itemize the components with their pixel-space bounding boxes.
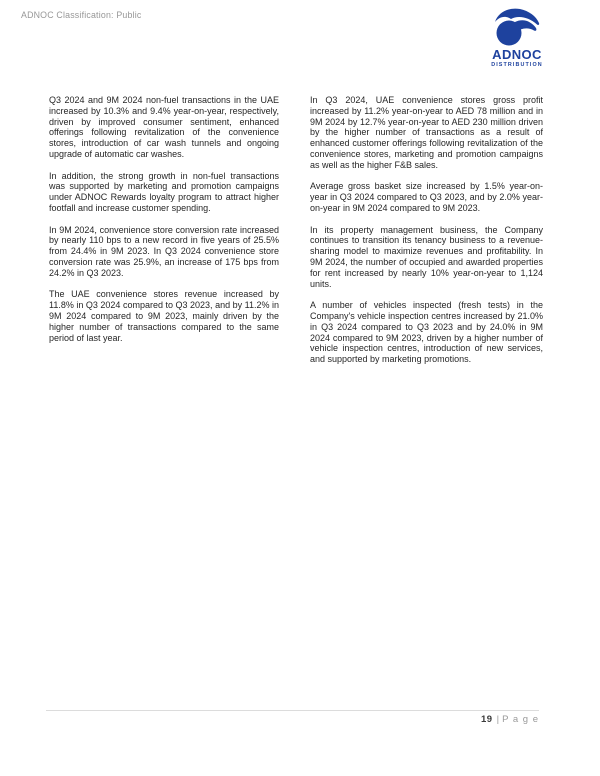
classification-header: ADNOC Classification: Public [21,10,142,20]
paragraph-basket-size: Average gross basket size increased by 1.5% year-on-year in Q3 2024 compared to Q3 2023, and by 2.0% year-on-year in 9M 2024 compared to 9M 2023. [310,181,543,213]
footer-divider [46,710,539,711]
paragraph-conversion-rate: In 9M 2024, convenience store conversion rate increased by nearly 110 bps to a new record in five years of 25.5% from 24.4% in 9M 2023. In Q3 2024 convenience store conversion rate was 25.9%, an increase of 175 bps from 24.2% in Q3 2023. [49,224,279,278]
page-footer [481,714,539,725]
paragraph-rewards-program: In addition, the strong growth in non-fuel transactions was supported by marketing and promotion campaigns under ADNOC Rewards loyalty program to attract higher footfall and increase customer spending. [49,170,279,213]
footer-separator: | [496,714,500,725]
logo-wordmark: ADNOC [492,47,542,62]
paragraph-vehicle-inspection: A number of vehicles inspected (fresh tests) in the Company's vehicle inspection centres increased by 21.0% in Q3 2024 compared to Q3 2023 and by 24.0% in 9M 2024 compared to 9M 2023, driven by a higher number of vehicle inspection centres, introduction of new services, and supported by marketing promotions. [310,300,543,365]
logo-subtitle: DISTRIBUTION [491,62,543,68]
falcon-icon [486,7,548,47]
paragraph-property-management: In its property management business, the Company continues to transition its tenancy business to a revenue-sharing model to maximize revenues and profitability. In 9M 2024, the number of occupied and awarded properties for rent increased by nearly 10% year-on-year to 1,124 units. [310,224,543,289]
paragraph-nonfuel-transactions: Q3 2024 and 9M 2024 non-fuel transactions in the UAE increased by 10.3% and 9.4% year-on-year, respectively, driven by improved consumer sentiment, enhanced offerings following revitalization of the convenience stores, introduction of car wash tunnels and ongoing upgrade of automatic car washes. [49,95,279,159]
right-column [310,95,543,376]
page-number: 19 [481,714,493,725]
adnoc-distribution-logo [486,7,548,68]
paragraph-gross-profit: In Q3 2024, UAE convenience stores gross profit increased by 11.2% year-on-year to AED 78 million and in 9M 2024 by 12.7% year-on-year to AED 230 million driven by the higher number of transactions as a result of enhanced customer offerings following revitalization of the convenience stores, marketing and promotion campaigns as well as the higher F&B sales. [310,95,543,170]
paragraph-stores-revenue: The UAE convenience stores revenue increased by 11.8% in Q3 2024 compared to Q3 2023, and by 11.2% in 9M 2024 compared to 9M 2023, mainly driven by the higher number of transactions compared to the same period of last year. [49,289,279,343]
footer-page-word: P a g e [502,714,539,725]
left-column [49,95,279,354]
